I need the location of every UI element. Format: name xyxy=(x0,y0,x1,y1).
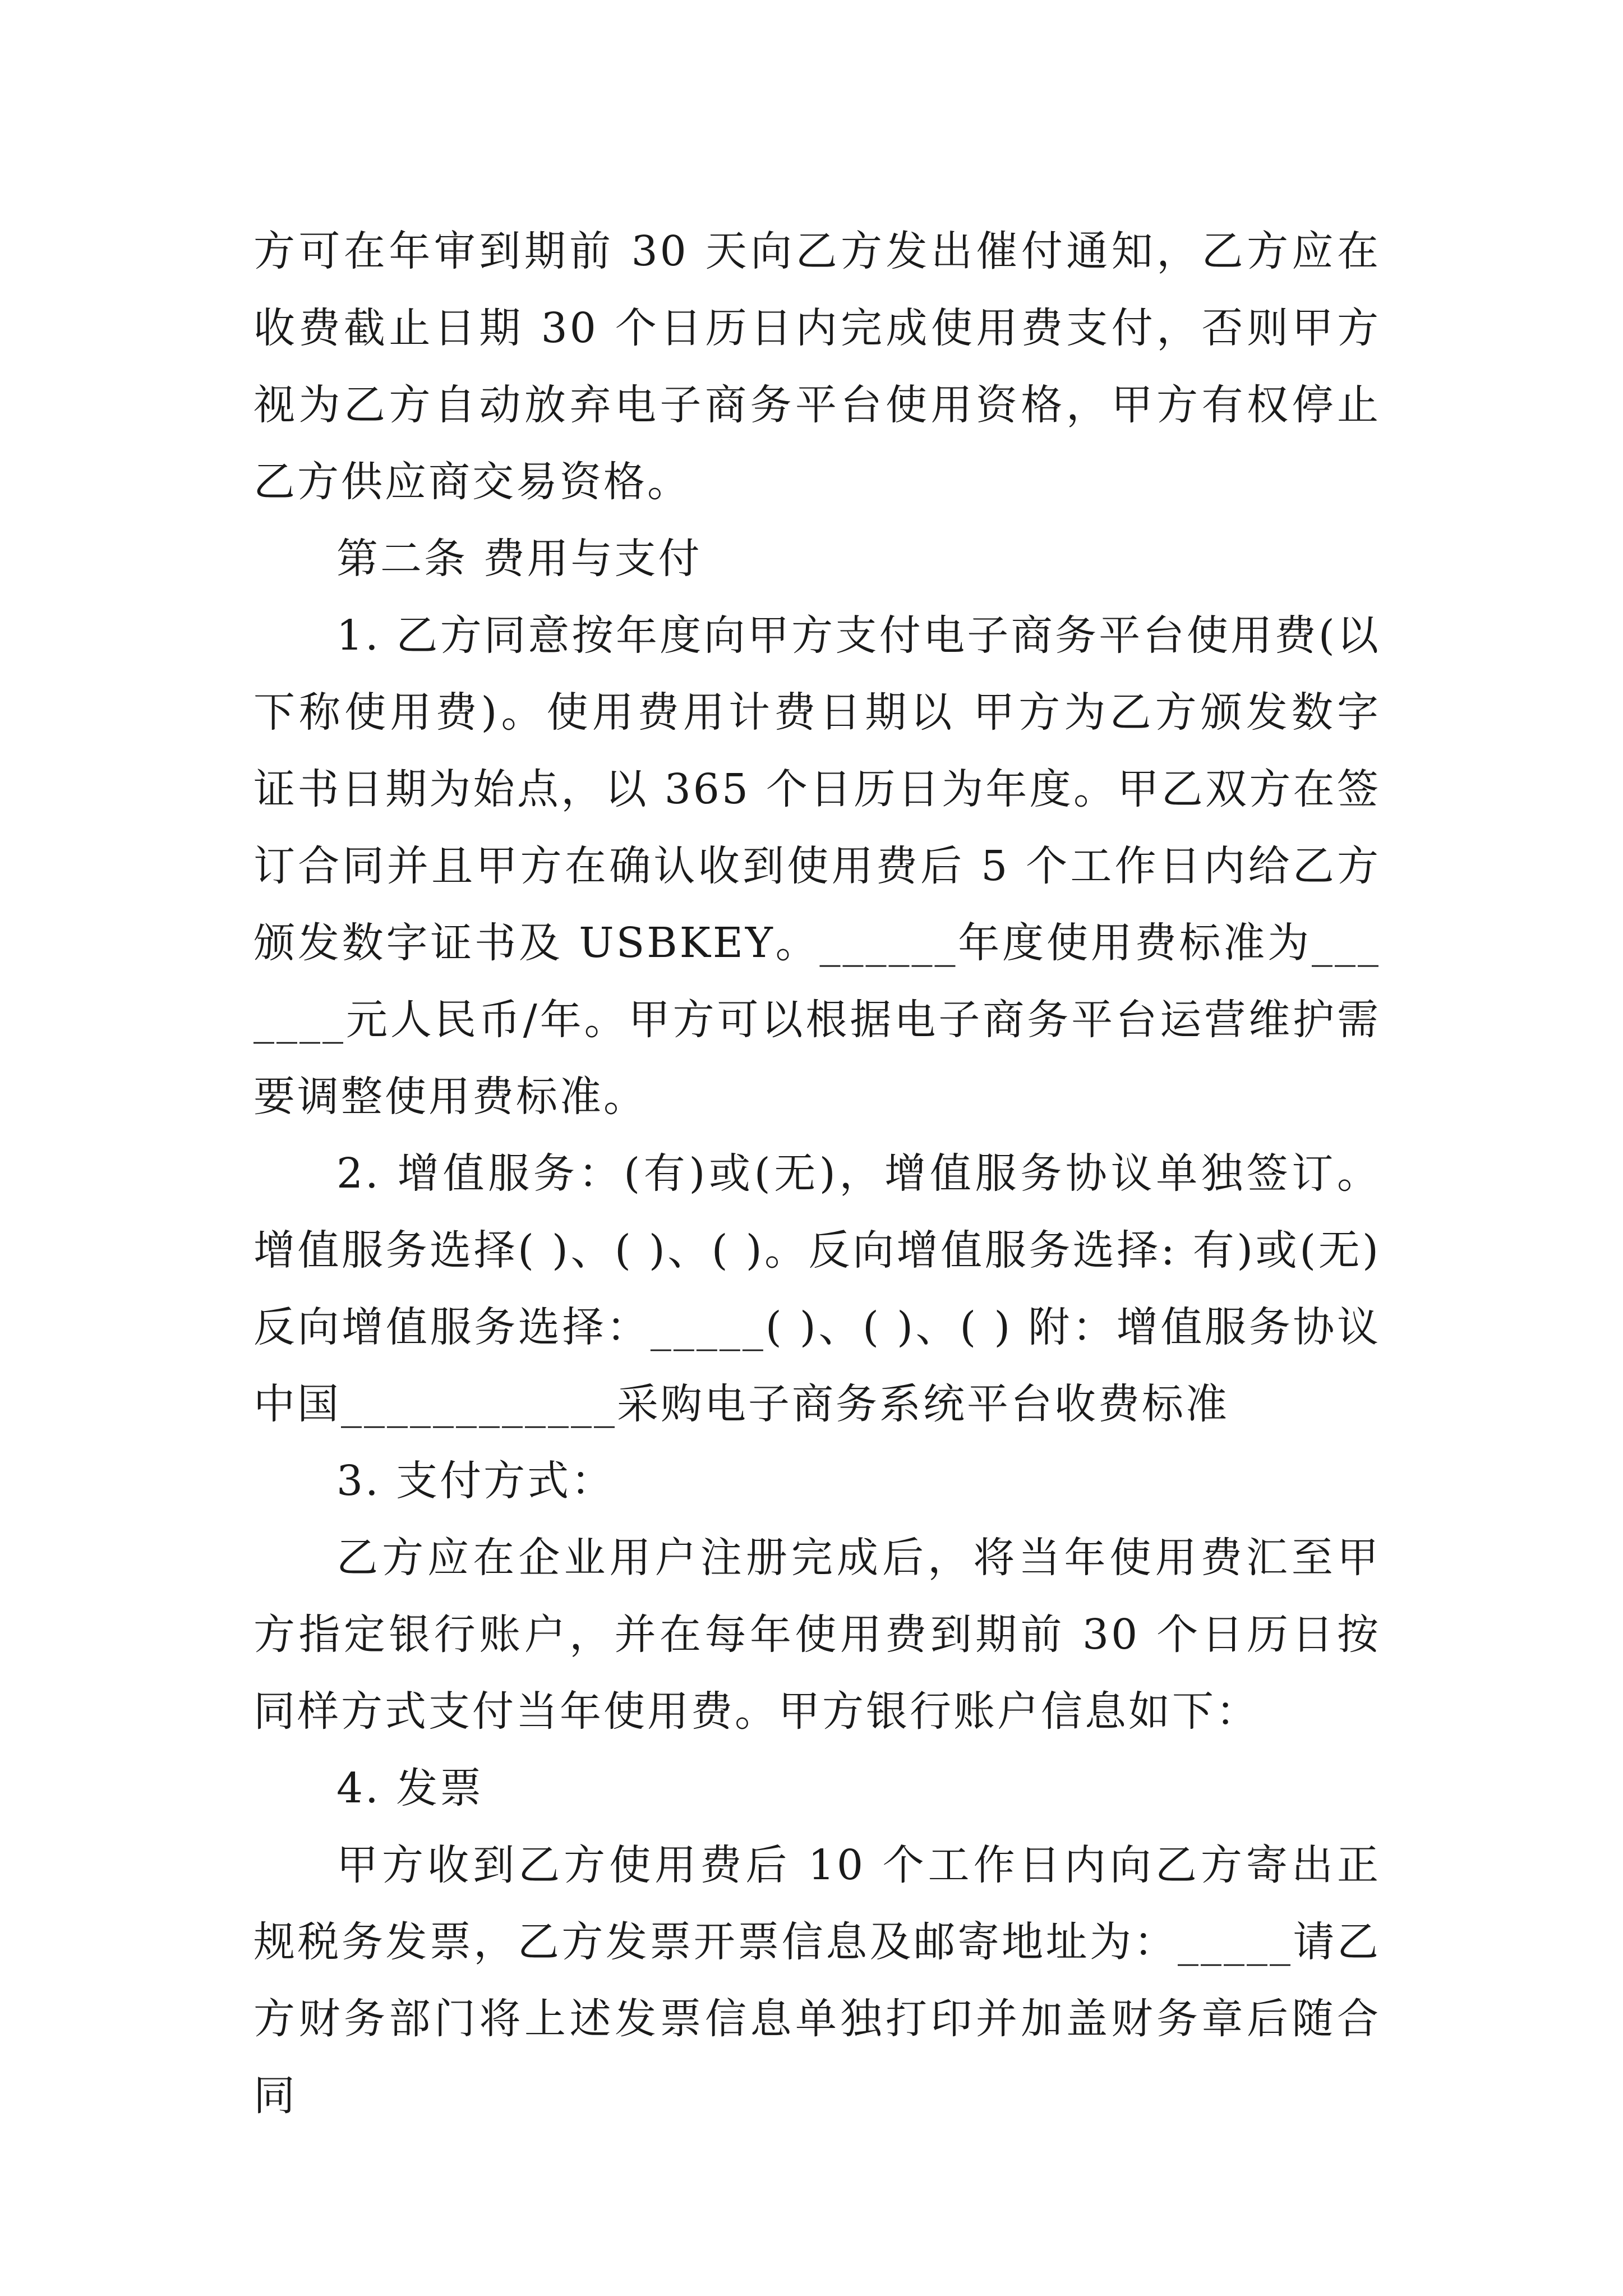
document-body xyxy=(253,213,1381,2134)
paragraph-usage-fee: 1. 乙方同意按年度向甲方支付电子商务平台使用费(以下称使用费)。使用费用计费日期以 甲方为乙方颁发数字证书日期为始点，以 365 个日历日为年度。甲乙双方在签订合同并且甲方在确认收到使用费后 5 个工作日内给乙方颁发数字证书及 USBKEY。______年度使用费标准为_______元人民币/年。甲方可以根据电子商务平台运营维护需要调整使用费标准。 xyxy=(253,611,1381,1121)
paragraph-payment-reminder: 方可在年审到期前 30 天向乙方发出催付通知，乙方应在收费截止日期 30 个日历日内完成使用费支付，否则甲方视为乙方自动放弃电子商务平台使用资格，甲方有权停止乙方供应商交易资格。 xyxy=(253,227,1381,506)
section-heading-fees-and-payment: 第二条 费用与支付 xyxy=(336,535,702,583)
item-heading-invoice: 4. 发票 xyxy=(336,1764,484,1812)
paragraph-invoice: 甲方收到乙方使用费后 10 个工作日内向乙方寄出正规税务发票，乙方发票开票信息及邮寄地址为：_____请乙方财务部门将上述发票信息单独打印并加盖财务章后随合同 xyxy=(253,1841,1381,2120)
paragraph-value-added-services: 2. 增值服务：(有)或(无)，增值服务协议单独签订。增值服务选择( )、( )、( )。反向增值服务选择: 有)或(无)反向增值服务选择：_____( )、( )、( ) 附：增值服务协议中国____________采购电子商务系统平台收费标准 xyxy=(253,1149,1381,1428)
item-heading-payment-method: 3. 支付方式： xyxy=(336,1457,615,1505)
paragraph-payment-method: 乙方应在企业用户注册完成后，将当年使用费汇至甲方指定银行账户，并在每年使用费到期前 30 个日历日按同样方式支付当年使用费。甲方银行账户信息如下： xyxy=(253,1534,1381,1736)
